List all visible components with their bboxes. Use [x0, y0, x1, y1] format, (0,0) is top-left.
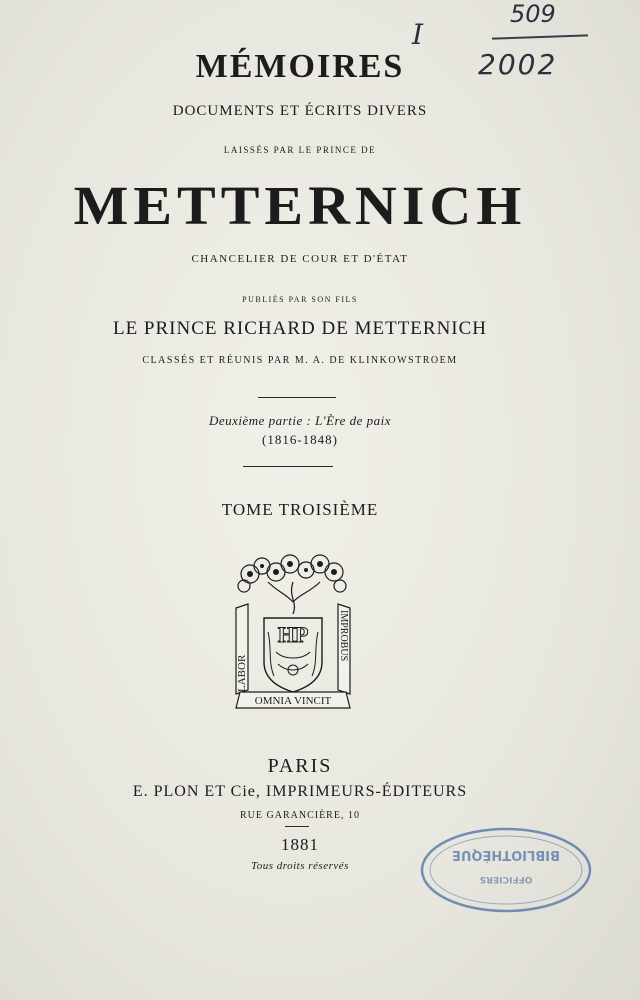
- imprint-city: PARIS: [267, 755, 333, 777]
- library-stamp: [418, 825, 594, 915]
- imprint-year: 1881: [281, 835, 319, 854]
- volume-title: TOME TROISIÈME: [221, 500, 379, 519]
- emblem-left-motto: LABOR: [236, 654, 248, 692]
- title-memoires: MÉMOIRES: [195, 48, 405, 85]
- title-metternich: METTERNICH: [73, 174, 527, 237]
- imprint-publisher: E. PLON ET Cie, IMPRIMEURS-ÉDITEURS: [132, 783, 468, 800]
- subtitle-documents: DOCUMENTS ET ÉCRITS DIVERS: [172, 103, 428, 119]
- subtitle-classes: CLASSÉS ET RÉUNIS PAR M. A. DE KLINKOWSTROEM: [142, 355, 458, 366]
- publisher-emblem: [228, 552, 358, 712]
- stamp-line-1: BIBLIOTHÈQUE: [452, 847, 560, 862]
- divider-rule: [243, 466, 333, 467]
- subtitle-publies: PUBLIÉS PAR SON FILS: [242, 295, 358, 304]
- handwritten-divider: [492, 34, 588, 39]
- part-title: Deuxième partie : L'Ère de paix: [208, 413, 392, 428]
- subtitle-chancelier: CHANCELIER DE COUR ET D'ÉTAT: [191, 253, 409, 265]
- emblem-right-motto: IMPROBUS: [338, 610, 349, 662]
- part-dates: (1816-1848): [262, 432, 338, 447]
- handwritten-volume-number: I: [412, 18, 424, 51]
- handwritten-shelf-number-bottom: 2002: [478, 48, 558, 81]
- subtitle-laisses: LAISSÉS PAR LE PRINCE DE: [223, 145, 377, 155]
- handwritten-shelf-number-top: 509: [510, 0, 556, 28]
- emblem-bottom-motto: OMNIA VINCIT: [254, 695, 332, 707]
- divider-rule: [285, 826, 309, 827]
- rights-notice: Tous droits réservés: [251, 860, 349, 872]
- emblem-monogram: HP: [277, 622, 309, 647]
- divider-rule: [258, 397, 336, 398]
- imprint-address: RUE GARANCIÈRE, 10: [240, 810, 360, 821]
- editor-name: LE PRINCE RICHARD DE METTERNICH: [112, 318, 488, 339]
- stamp-line-2: OFFICIERS: [479, 874, 533, 884]
